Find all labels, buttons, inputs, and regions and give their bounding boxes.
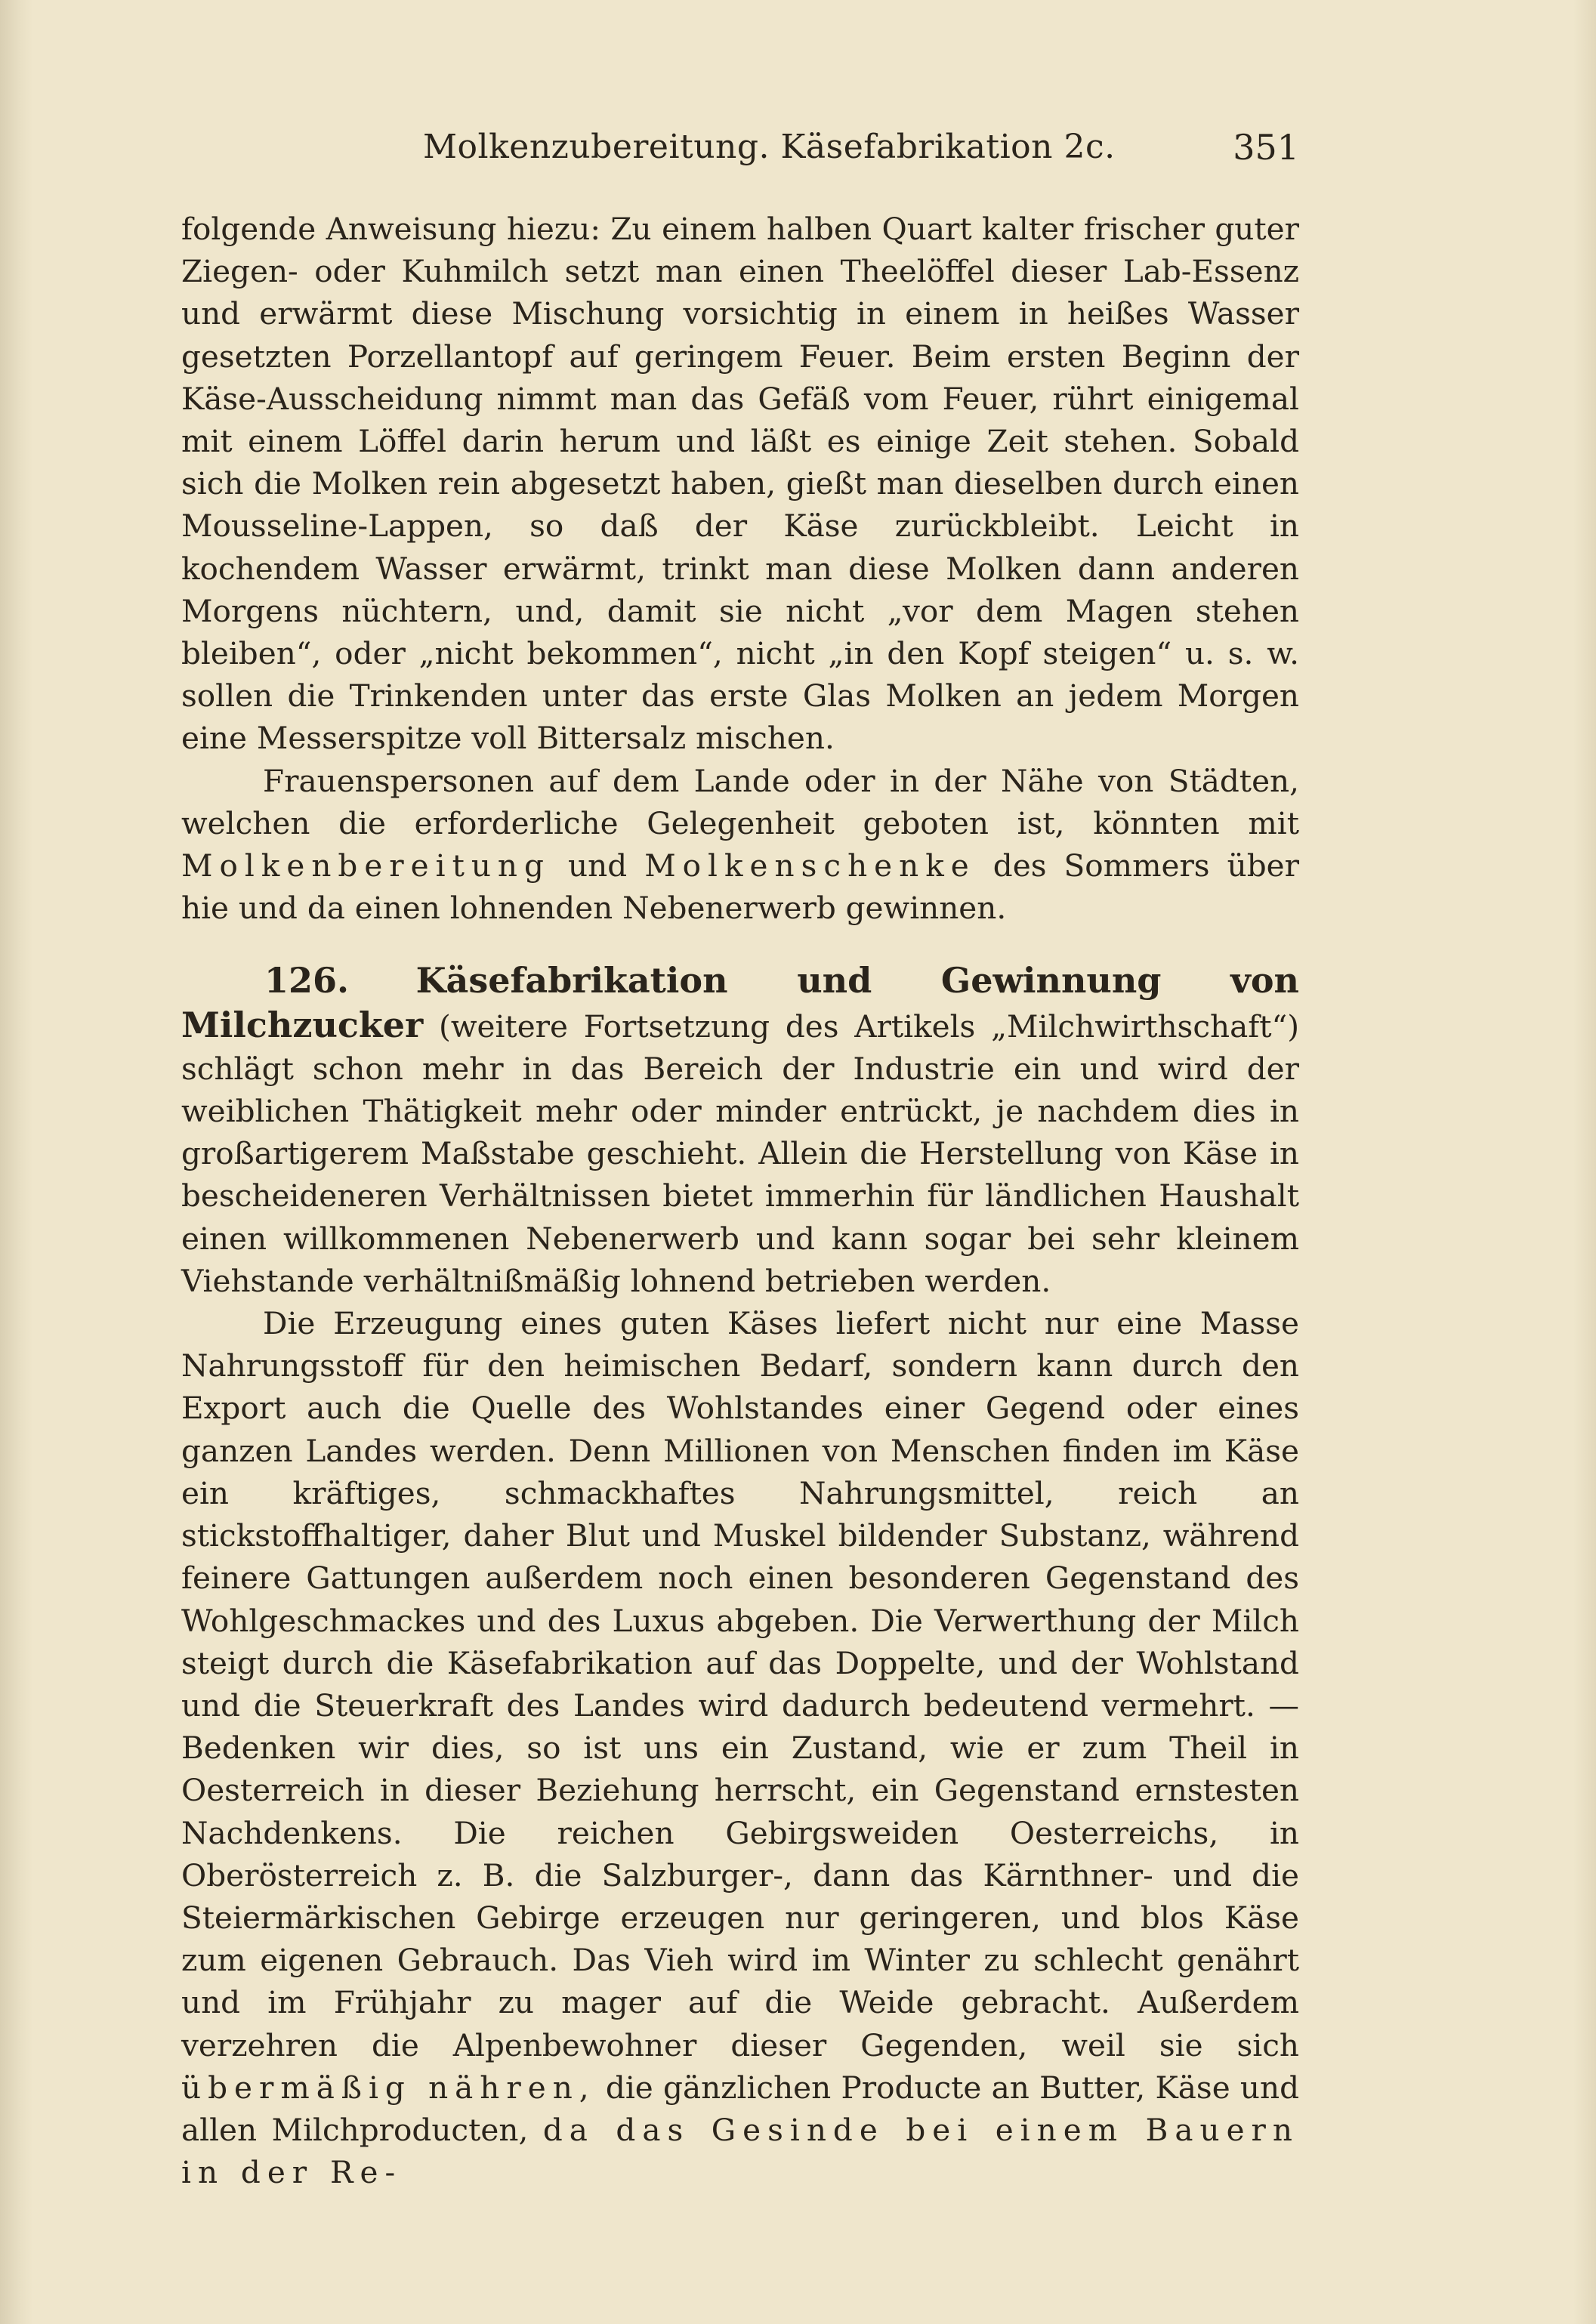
spaced-term-molkenbereitung: Molkenbereitung: [181, 847, 551, 884]
spaced-term-gesinde: da das Gesinde bei einem Bauern in der Re-: [181, 2111, 1299, 2191]
page-number: 351: [1233, 127, 1299, 168]
running-title: Molkenzubereitung. Käsefabrikation 2c.: [423, 128, 1116, 166]
page-edge-shadow: [1573, 0, 1596, 2324]
spaced-term-uebermaessig: übermäßig nähren,: [181, 2069, 596, 2106]
paragraph-2-und: und: [568, 847, 628, 884]
paragraph-2-end: des Sommers über hie und da einen lohnenden Nebenerwerb gewinnen.: [181, 847, 1300, 927]
spaced-term-molkenschenke: Molkenschenke: [644, 847, 976, 884]
section-number: 126.: [264, 960, 350, 1002]
paragraph-4-mid: die gänzlichen Producte an Butter, Käse und allen Milchproducten,: [181, 2069, 1300, 2148]
paragraph-1: folgende Anweisung hiezu: Zu einem halben Quart kalter frischer guter Ziegen- oder Kuhmilch setzt man einen Theelöffel dieser Lab-Essenz und erwärmt diese Mischung vorsichtig in einem in heißes Wasser gesetzten Porzellantopf auf geringem Feuer. Beim ersten Beginn der Käse-Ausscheidung nimmt man das Gefäß vom Feuer, rührt einigemal mit einem Löffel darin herum und läßt es einige Zeit stehen. Sobald sich die Molken rein abgesetzt haben, gießt man dieselben durch einen Mousseline-Lappen, so daß der Käse zurückbleibt. Leicht in kochendem Wasser erwärmt, trinkt man diese Molken dann anderen Morgens nüchtern, und, damit sie nicht „vor dem Magen stehen bleiben“, oder „nicht bekommen“, nicht „in den Kopf steigen“ u. s. w. sollen die Trinkenden unter das erste Glas Molken an jedem Morgen eine Messerspitze voll Bittersalz mischen.: [181, 211, 1299, 757]
section-126: [181, 959, 1299, 1302]
section-spacer: [181, 929, 1299, 959]
section-title: Käsefabrikation und Gewinnung von Milchzucker: [181, 960, 1299, 1045]
paragraph-4-start: Die Erzeugung eines guten Käses liefert nicht nur eine Masse Nahrungsstoff für den heimischen Bedarf, sondern kann durch den Export auch die Quelle des Wohlstandes einer Gegend oder eines ganzen Landes werden. Denn Millionen von Menschen finden im Käse ein kräftiges, schmackhaftes Nahrungsmittel, reich an stickstoffhaltiger, daher Blut und Muskel bildender Substanz, während feinere Gattungen außerdem noch einen besonderen Gegenstand des Wohlgeschmackes und des Luxus abgeben. Die Verwerthung der Milch steigt durch die Käsefabrikation auf das Doppelte, und der Wohlstand und die Steuerkraft des Landes wird dadurch bedeutend vermehrt. — Bedenken wir dies, so ist uns ein Zustand, wie er zum Theil in Oesterreich in dieser Beziehung herrscht, ein Gegenstand ernstesten Nachdenkens. Die reichen Gebirgsweiden Oesterreichs, in Oberösterreich z. B. die Salzburger-, dann das Kärnthner- und die Steiermärkischen Gebirge erzeugen nur geringeren, und blos Käse zum eigenen Gebrauch. Das Vieh wird im Winter zu schlecht genährt und im Frühjahr zu mager auf die Weide gebracht. Außerdem verzehren die Alpenbewohner dieser Gegenden, weil sie sich: [181, 1305, 1299, 2063]
page-gutter-shadow: [0, 0, 33, 2324]
paragraph-4: [181, 1302, 1299, 2193]
paragraph-3: (weitere Fortsetzung des Artikels „Milchwirthschaft“) schlägt schon mehr in das Bereich der Industrie ein und wird der weiblichen Thätigkeit mehr oder minder entrückt, je nachdem dies in großartigerem Maßstabe geschieht. Allein die Herstellung von Käse in bescheideneren Verhältnissen bietet immerhin für ländlichen Haushalt einen willkommenen Nebenerwerb und kann sogar bei sehr kleinem Viehstande verhältnißmäßig lohnend betrieben werden.: [181, 1008, 1299, 1299]
paragraph-2-start: Frauenspersonen auf dem Lande oder in der Nähe von Städten, welchen die erforderliche Gelegenheit geboten ist, könnten mit: [181, 762, 1299, 841]
running-head: [423, 121, 1299, 174]
body-text: [181, 208, 1299, 2193]
paragraph-2: [181, 760, 1299, 930]
